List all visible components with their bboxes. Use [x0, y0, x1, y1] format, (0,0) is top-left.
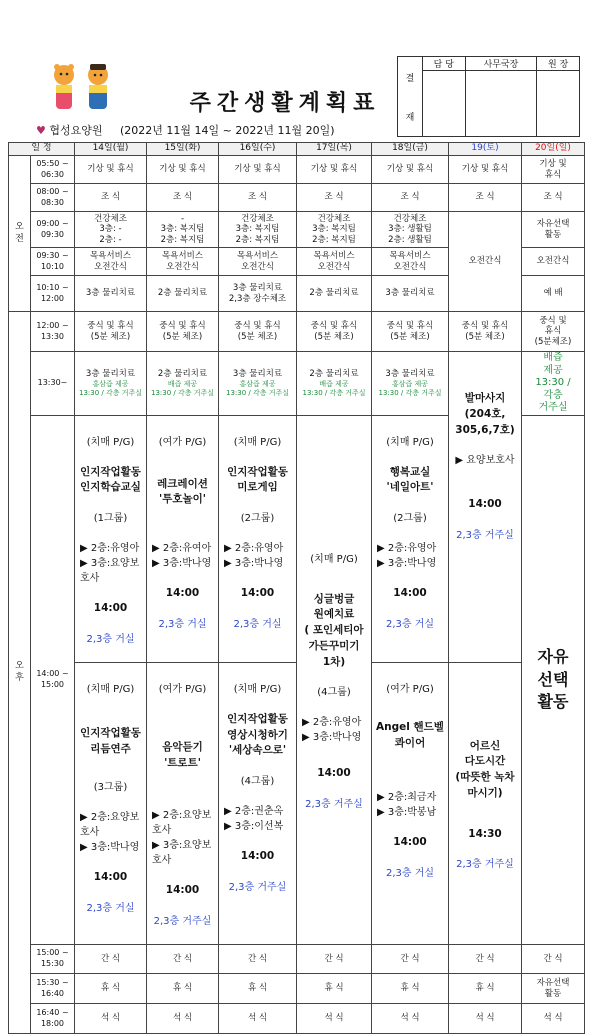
cell: 건강체조 3층: 복지팀 2층: 복지팀 [297, 212, 372, 248]
cell: 목욕서비스 오전간식 [75, 248, 147, 276]
program-time: 14:00 [317, 767, 351, 780]
cell: 기상 및 휴식 [449, 156, 522, 184]
program-group: (1그룹) [93, 513, 128, 524]
cell: 휴 식 [297, 974, 372, 1004]
program-category: (치매 P/G) [386, 436, 434, 448]
approval-role-1: 담 당 [423, 57, 466, 71]
cell [372, 352, 449, 416]
program-place: 2,3층 거주실 [305, 799, 363, 810]
time-cell: 09:00 ~ 09:30 [31, 212, 75, 248]
program-group: (4그룹) [317, 687, 351, 699]
cell: 조 식 [449, 184, 522, 212]
cell: 석 식 [372, 1004, 449, 1034]
snack-tag: 배즙 제공 13:30 / 각층 거주실 [302, 379, 366, 397]
therapy-label: 2층 물리치료 [309, 369, 359, 380]
cell: 조 식 [297, 184, 372, 212]
program-time: 14:00 [393, 587, 427, 599]
program-staff: ▶ 2층:유영아 ▶ 3층:박나영 [377, 543, 437, 569]
row-dinner [9, 1004, 585, 1034]
signature-box[interactable] [537, 71, 580, 137]
col-header: 일 정 [9, 143, 75, 156]
cell: 기상 및 휴식 [372, 156, 449, 184]
program-category: (여가 P/G) [158, 436, 207, 448]
cell [75, 352, 147, 416]
cell: 석 식 [219, 1004, 297, 1034]
row-wake [9, 156, 585, 184]
approval-role-3: 원 장 [537, 57, 580, 71]
program-time: 14:00 [93, 602, 128, 614]
org-name: 협성요양원 [49, 124, 103, 137]
program-time: 14:00 [93, 871, 128, 884]
program-place: 2,3층 거주실 [456, 859, 514, 871]
program-time: 14:00 [240, 587, 275, 599]
cell [147, 415, 219, 662]
day-sun: 20일(일) [522, 143, 585, 156]
program-time: 14:00 [468, 498, 502, 511]
subtitle [36, 122, 335, 138]
cell: 자유 선택 활동 [522, 415, 585, 945]
cell: 간 식 [297, 945, 372, 974]
cell: 휴 식 [449, 974, 522, 1004]
time-cell: 10:10 ~ 12:00 [31, 276, 75, 312]
program-place: 2,3층 거실 [385, 618, 435, 630]
cell: 목욕서비스 오전간식 [219, 248, 297, 276]
cell: 3층 물리치료 2,3층 장수체조 [219, 276, 297, 312]
snack-tag: 홍삼즙 제공 13:30 / 각층 거주실 [378, 379, 442, 397]
cell: 조 식 [372, 184, 449, 212]
program-category: (치매 P/G) [310, 553, 358, 565]
cell: - 3층: 복지팀 2층: 복지팀 [147, 212, 219, 248]
program-staff: ▶ 2층:권춘옥 ▶ 3층:이선복 [224, 806, 284, 832]
date-range: (2022년 11월 14일 ~ 2022년 11월 20일) [120, 124, 335, 137]
cell: 건강체조 3층: - 2층: - [75, 212, 147, 248]
cell: 건강체조 3층: 생활팀 2층: 생활팀 [372, 212, 449, 248]
program-place: 2,3층 거실 [158, 618, 207, 630]
cell: 3층 물리치료 [75, 276, 147, 312]
cell: 석 식 [449, 1004, 522, 1034]
cell: 조 식 [522, 184, 585, 212]
cell: 예 배 [522, 276, 585, 312]
cell: 간 식 [522, 945, 585, 974]
time-cell: 16:40 ~ 18:00 [31, 1004, 75, 1034]
program-title: 행복교실 '네일아트' [386, 465, 434, 494]
day-fri: 18일(금) [372, 143, 449, 156]
program-staff: ▶ 2층:요양보호사 ▶ 3층:박나영 [80, 812, 140, 854]
program-title: 싱글벙글 원예치료 ( 포인세티아 가든꾸미기 1차) [304, 592, 364, 668]
therapy-label: 3층 물리치료 [232, 369, 283, 380]
page-title: 주간생활계획표 [189, 91, 381, 116]
time-cell: 12:00 ~ 13:30 [31, 312, 75, 352]
time-cell: 05:50 ~ 06:30 [31, 156, 75, 184]
program-title: 인지작업활동 리듬연주 [80, 726, 141, 755]
approval-role-2: 사무국장 [465, 57, 537, 71]
cell: 간 식 [372, 945, 449, 974]
program-place: 2,3층 거실 [86, 903, 135, 914]
cell: 중식 및 휴식 (5분 체조) [297, 312, 372, 352]
program-category: (치매 P/G) [233, 436, 282, 448]
header [0, 0, 600, 142]
day-mon: 14일(월) [75, 143, 147, 156]
cell: 조 식 [75, 184, 147, 212]
cell [219, 352, 297, 416]
program-time: 14:30 [468, 827, 502, 840]
program-staff: ▶ 2층:유여아 ▶ 3층:박나영 [152, 543, 212, 569]
day-sat: 19(토) [449, 143, 522, 156]
program-title: 인지작업활동 인지학습교실 [80, 465, 141, 494]
cell: 3층 물리치료 [372, 276, 449, 312]
cell [449, 352, 522, 663]
program-place: 2,3층 거주실 [153, 916, 212, 927]
snack-tag: 홍삼즙 제공 13:30 / 각층 거주실 [78, 379, 143, 397]
program-time: 14:00 [165, 884, 200, 897]
row-lunch [9, 312, 585, 352]
program-title: 인지작업활동 미로게임 [227, 465, 288, 494]
time-cell: 13:30~ [31, 352, 75, 416]
cell: 석 식 [522, 1004, 585, 1034]
cell: 중식 및 휴식 (5분 체조) [372, 312, 449, 352]
program-place: 2,3층 거실 [233, 618, 282, 630]
cell: 휴 식 [75, 974, 147, 1004]
cell [75, 662, 147, 944]
row-rest [9, 974, 585, 1004]
row-exercise [9, 212, 585, 248]
day-thu: 17일(목) [297, 143, 372, 156]
program-place: 2,3층 거주실 [228, 881, 287, 893]
day-header-row [9, 143, 585, 156]
cell: 자유선택 활동 [522, 974, 585, 1004]
program-staff: ▶ 2층:최금자 ▶ 3층:박봉남 [377, 792, 437, 819]
program-title: Angel 핸드벨 콰이어 [376, 720, 444, 749]
cell [449, 662, 522, 944]
tiger-mascot-logo [46, 62, 118, 112]
signature-box[interactable] [423, 71, 466, 137]
therapy-label: 3층 물리치료 [385, 369, 435, 380]
cell [372, 415, 449, 662]
program-title: 발마사지 (204호, 305,6,7호) [455, 392, 515, 436]
section-pm: 오 후 [9, 312, 31, 1034]
row-breakfast [9, 184, 585, 212]
cell: 중식 및 휴식 (5분 체조) [219, 312, 297, 352]
cell: 기상 및 휴식 [297, 156, 372, 184]
therapy-label: 3층 물리치료 [85, 369, 136, 380]
program-time: 14:00 [165, 587, 200, 599]
cell: 목욕서비스 오전간식 [297, 248, 372, 276]
day-wed: 16일(수) [219, 143, 297, 156]
time-cell: 14:00 ~ 15:00 [31, 415, 75, 945]
approval-label-bottom: 재 [405, 112, 415, 123]
time-cell: 15:00 ~ 15:30 [31, 945, 75, 974]
cell: 2층 물리치료 [297, 276, 372, 312]
cell: 목욕서비스 오전간식 [372, 248, 449, 276]
day-tue: 15일(화) [147, 143, 219, 156]
program-time: 14:00 [393, 836, 427, 849]
cell: 오전간식 [522, 248, 585, 276]
cell: 중식 및 휴식 (5분 체조) [75, 312, 147, 352]
program-time: 14:00 [240, 850, 275, 862]
row-therapy-pm [9, 352, 585, 416]
program-category: (치매 P/G) [233, 683, 282, 695]
cell: 석 식 [297, 1004, 372, 1034]
program-title: 음악듣기 '트로트' [162, 740, 203, 769]
cell [147, 662, 219, 944]
program-group: (4그룹) [240, 776, 275, 787]
cell: 목욕서비스 오전간식 [147, 248, 219, 276]
time-cell: 09:30 ~ 10:10 [31, 248, 75, 276]
program-group: (3그룹) [93, 782, 128, 794]
cell: 석 식 [147, 1004, 219, 1034]
cell: 기상 및 휴식 [75, 156, 147, 184]
cell: 휴 식 [147, 974, 219, 1004]
cell: 휴 식 [372, 974, 449, 1004]
cell [297, 415, 372, 945]
therapy-label: 2층 물리치료 [157, 369, 208, 380]
cell: 오전간식 [449, 212, 522, 312]
program-staff: ▶ 2층:유영아 ▶ 3층:요양보호사 [80, 543, 140, 584]
row-snack-pm [9, 945, 585, 974]
cell: 자유선택 활동 [522, 212, 585, 248]
cell: 기상 및 휴식 [219, 156, 297, 184]
cell: 2층 물리치료 [147, 276, 219, 312]
time-cell: 08:00 ~ 08:30 [31, 184, 75, 212]
cell: 간 식 [75, 945, 147, 974]
weekly-schedule-table [8, 142, 585, 1034]
cell [219, 662, 297, 944]
signature-box[interactable] [465, 71, 537, 137]
program-staff: ▶ 2층:요양보호사 ▶ 3층:요양보호사 [152, 810, 212, 867]
time-cell: 15:30 ~ 16:40 [31, 974, 75, 1004]
approval-box [397, 56, 580, 137]
cell: 중식 및 휴식 (5분 체조) [147, 312, 219, 352]
cell [219, 415, 297, 662]
program-staff: ▶ 요양보호사 [455, 455, 515, 467]
snack-tag: 홍삼즙 제공 13:30 / 각층 거주실 [225, 379, 290, 397]
cell: 석 식 [75, 1004, 147, 1034]
snack-tag: 배즙 제공 13:30 / 각층 거주실 [150, 379, 215, 397]
program-category: (여가 P/G) [386, 683, 434, 695]
program-title: 인지작업활동 영상시청하기 '세상속으로' [227, 712, 288, 757]
cell: 건강체조 3층: 복지팀 2층: 복지팀 [219, 212, 297, 248]
cell: 배즙 제공 13:30 / 각층 거주실 [522, 352, 585, 416]
program-group: (2그룹) [393, 513, 427, 524]
approval-label-top: 결 [405, 73, 415, 84]
program-place: 2,3층 거주실 [456, 530, 514, 541]
program-place: 2,3층 거실 [86, 633, 135, 645]
cell: 기상 및 휴식 [522, 156, 585, 184]
program-category: (치매 P/G) [86, 683, 135, 695]
program-title: 어르신 다도시간 (따뜻한 녹차 마시기) [455, 739, 515, 799]
approval-label [398, 57, 423, 137]
program-group: (2그룹) [240, 513, 275, 524]
cell: 간 식 [219, 945, 297, 974]
program-title: 레크레이션 '투호놀이' [157, 477, 208, 506]
program-category: (여가 P/G) [158, 683, 207, 695]
cell: 중식 및 휴식 (5분 체조) [449, 312, 522, 352]
program-staff: ▶ 2층:유영아 ▶ 3층:박나영 [302, 717, 362, 744]
program-place: 2,3층 거실 [385, 868, 435, 879]
cell: 조 식 [147, 184, 219, 212]
cell [75, 415, 147, 662]
cell [147, 352, 219, 416]
cell: 중식 및 휴식 (5분체조) [522, 312, 585, 352]
cell [297, 352, 372, 416]
heart-icon: ♥ [36, 124, 46, 137]
cell: 기상 및 휴식 [147, 156, 219, 184]
cell: 간 식 [147, 945, 219, 974]
section-am: 오 전 [9, 156, 31, 312]
cell: 휴 식 [219, 974, 297, 1004]
program-staff: ▶ 2층:유영아 ▶ 3층:박나영 [224, 543, 284, 569]
program-category: (치매 P/G) [86, 436, 135, 448]
cell: 간 식 [449, 945, 522, 974]
cell: 조 식 [219, 184, 297, 212]
cell [372, 662, 449, 944]
